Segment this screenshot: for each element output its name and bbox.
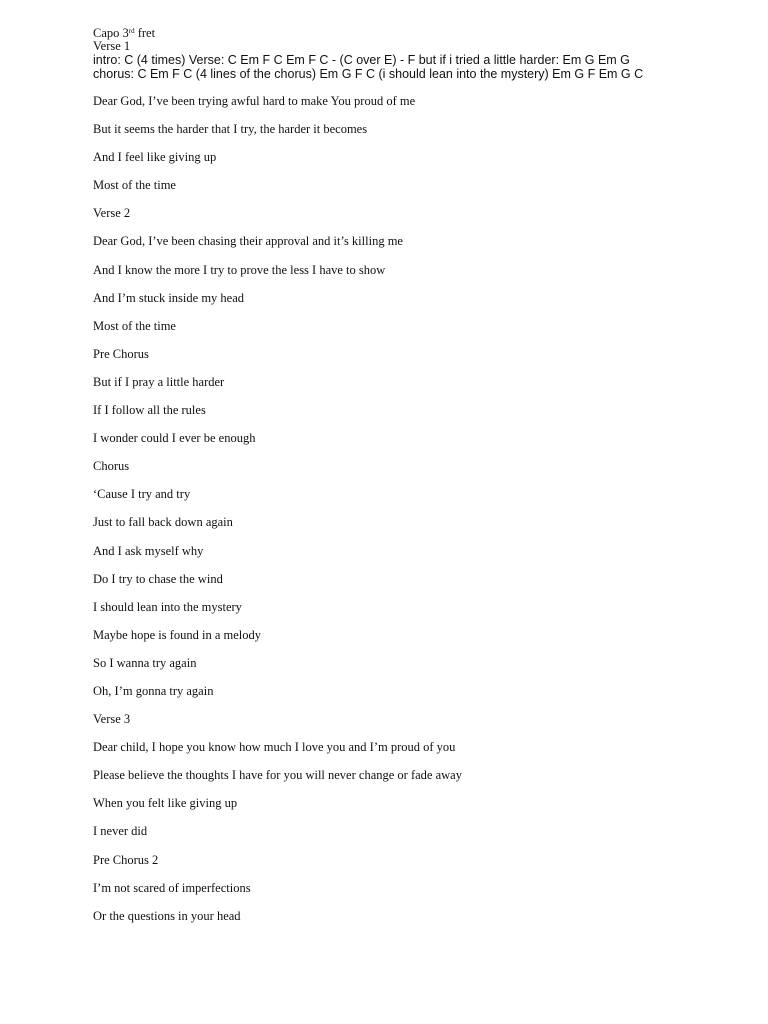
lyric-line: Dear God, I’ve been trying awful hard to make You proud of me bbox=[93, 94, 416, 108]
lyric-line: And I feel like giving up bbox=[93, 150, 217, 165]
lyric-line: Most of the time bbox=[93, 318, 176, 333]
lyric-line: Oh, I’m gonna try again bbox=[93, 683, 214, 698]
lyric-line: But if I pray a little harder bbox=[93, 374, 225, 389]
lyric-line: Please believe the thoughts I have for you will never change or fade away bbox=[93, 768, 462, 783]
capo-ordinal-suffix: rd bbox=[128, 27, 135, 35]
lyric-line: Dear God, I’ve been chasing their approval and it’s killing me bbox=[93, 234, 403, 249]
lyric-line: And I’m stuck inside my head bbox=[93, 290, 245, 305]
lyric-line: Do I try to chase the wind bbox=[93, 571, 223, 586]
lyric-line: And I know the more I try to prove the less I have to show bbox=[93, 262, 386, 277]
lyric-line: Dear child, I hope you know how much I love you and I’m proud of you bbox=[93, 740, 456, 755]
lyric-line: Verse 3 bbox=[93, 712, 131, 727]
capo-fret-text: fret bbox=[134, 26, 156, 40]
capo-text: Capo 3 bbox=[93, 26, 129, 40]
lyric-line: Verse 2 bbox=[93, 206, 131, 221]
lyric-line: Or the questions in your head bbox=[93, 908, 241, 923]
lyric-line: ‘Cause I try and try bbox=[93, 487, 191, 502]
lyric-line: Just to fall back down again bbox=[93, 515, 233, 530]
capo-note bbox=[93, 27, 753, 40]
lyric-line: So I wanna try again bbox=[93, 655, 197, 670]
section-heading-verse-1: Verse 1 bbox=[93, 39, 131, 53]
lyric-line: But it seems the harder that I try, the harder it becomes bbox=[93, 122, 368, 137]
lyric-line: And I ask myself why bbox=[93, 543, 204, 558]
lyric-line: Chorus bbox=[93, 459, 130, 474]
intro-chord-line: intro: C (4 times) Verse: C Em F C Em F C - (C over E) - F but if i tried a little harder: Em G Em G bbox=[93, 53, 630, 67]
lyric-line: When you felt like giving up bbox=[93, 796, 238, 811]
lyric-line: Pre Chorus bbox=[93, 346, 149, 361]
lyrics-block bbox=[93, 94, 753, 924]
lyric-line: Most of the time bbox=[93, 178, 176, 193]
document-page bbox=[93, 27, 753, 937]
lyric-line: I never did bbox=[93, 824, 148, 839]
lyric-line: I’m not scared of imperfections bbox=[93, 880, 251, 895]
chorus-chord-line: chorus: C Em F C (4 lines of the chorus) Em G F C (i should lean into the mystery) Em G F Em G C bbox=[93, 67, 644, 81]
lyric-line: If I follow all the rules bbox=[93, 403, 206, 418]
lyric-line: I should lean into the mystery bbox=[93, 599, 242, 614]
lyric-line: Pre Chorus 2 bbox=[93, 852, 159, 867]
lyric-line: I wonder could I ever be enough bbox=[93, 431, 256, 446]
lyric-line: Maybe hope is found in a melody bbox=[93, 627, 262, 642]
